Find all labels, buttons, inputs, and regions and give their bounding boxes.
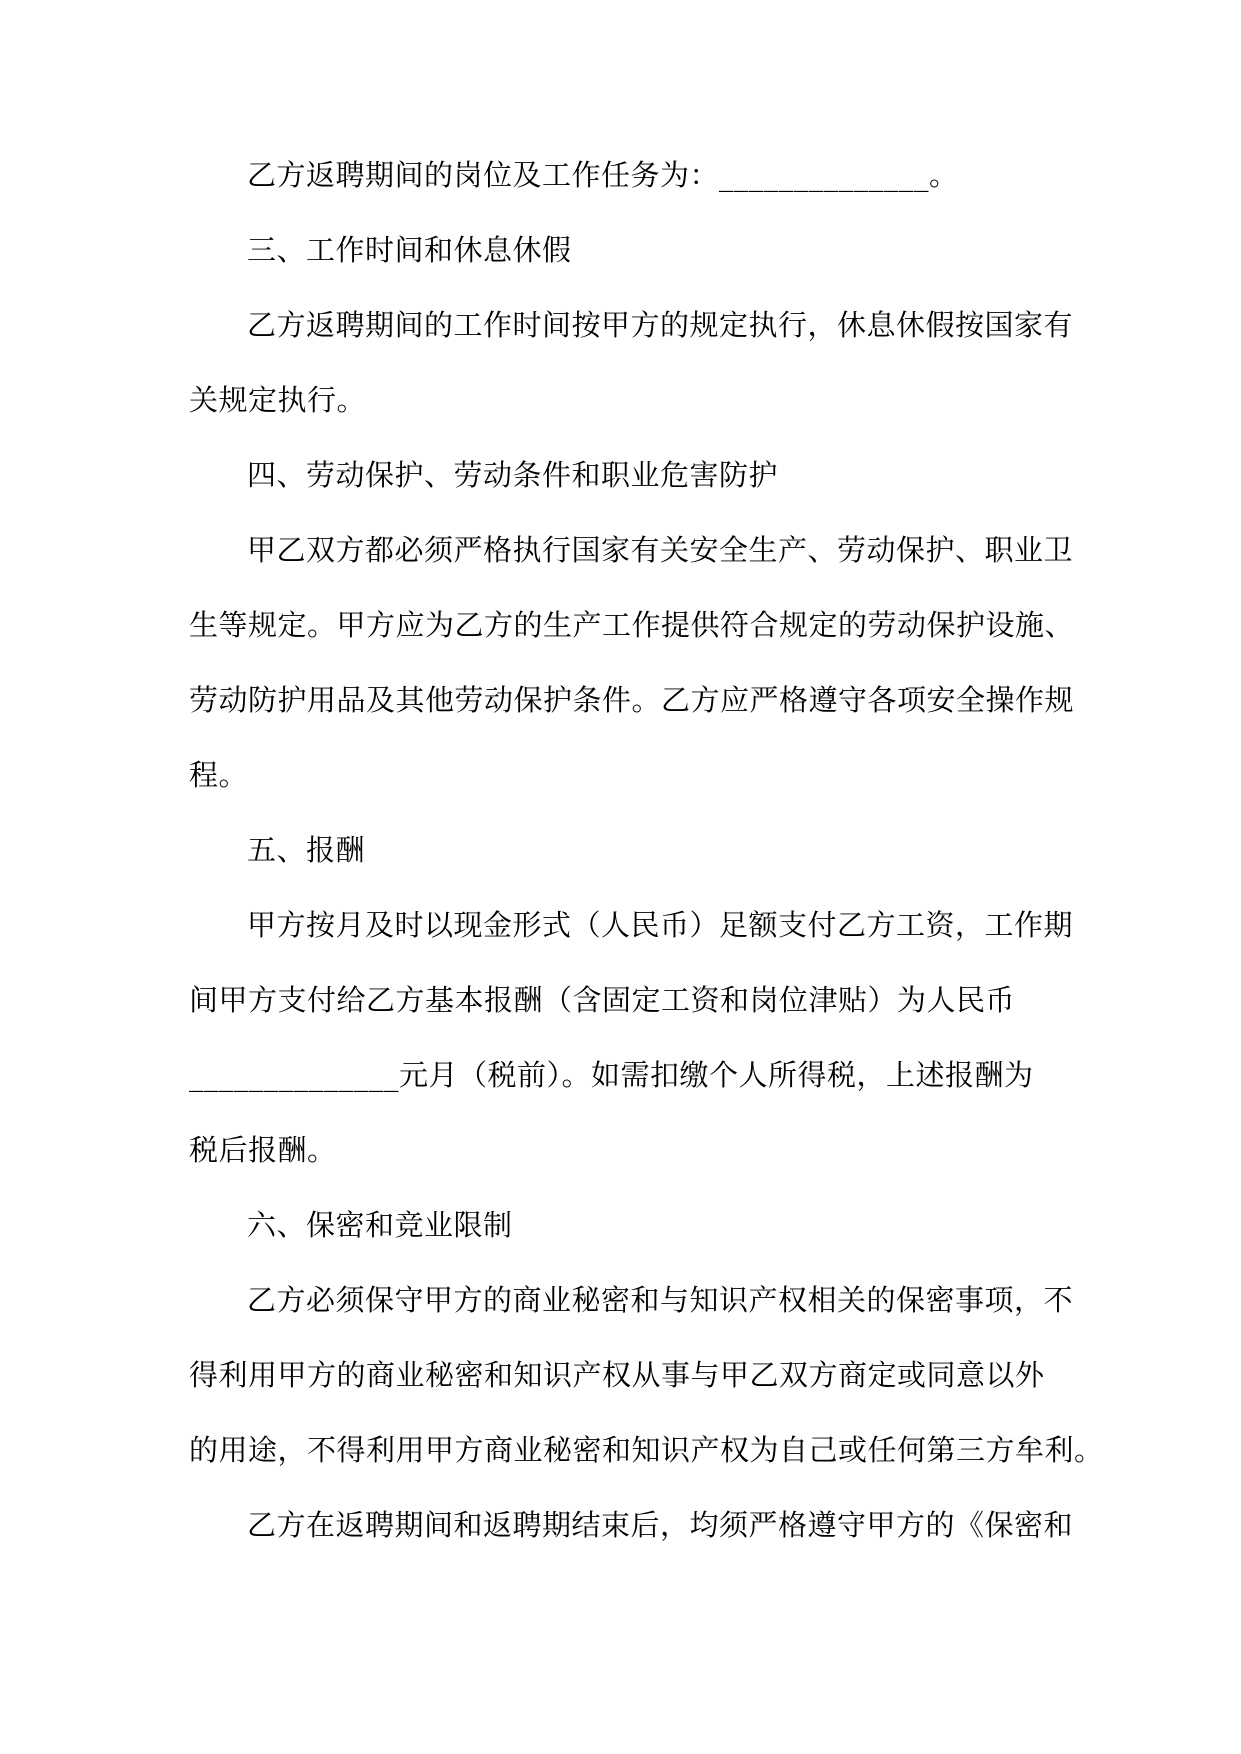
paragraph-remuneration-line-1: 甲方按月及时以现金形式（人民币）足额支付乙方工资，工作期: [247, 908, 1074, 942]
section-heading-confidentiality: 六、保密和竞业限制: [247, 1208, 513, 1242]
paragraph-confidentiality-line-1: 乙方必须保守甲方的商业秘密和与知识产权相关的保密事项，不: [247, 1283, 1074, 1317]
paragraph-work-hours-line-2: 关规定执行。: [189, 383, 367, 417]
paragraph-remuneration-line-4: 税后报酬。: [189, 1133, 337, 1167]
paragraph-confidentiality-line-2: 得利用甲方的商业秘密和知识产权从事与甲乙双方商定或同意以外: [189, 1358, 1045, 1392]
paragraph-work-hours-line-1: 乙方返聘期间的工作时间按甲方的规定执行，休息休假按国家有: [247, 308, 1074, 342]
paragraph-labor-protection-line-4: 程。: [189, 758, 249, 792]
section-heading-labor-protection: 四、劳动保护、劳动条件和职业危害防护: [247, 458, 779, 492]
paragraph-confidentiality-line-3: 的用途，不得利用甲方商业秘密和知识产权为自己或任何第三方牟利。: [189, 1433, 1104, 1467]
section-heading-remuneration: 五、报酬: [247, 833, 366, 867]
paragraph-position-tasks: 乙方返聘期间的岗位及工作任务为：______________。: [247, 158, 959, 192]
paragraph-labor-protection-line-3: 劳动防护用品及其他劳动保护条件。乙方应严格遵守各项安全操作规: [189, 683, 1075, 717]
paragraph-labor-protection-line-1: 甲乙双方都必须严格执行国家有关安全生产、劳动保护、职业卫: [247, 533, 1074, 567]
section-heading-work-hours: 三、工作时间和休息休假: [247, 233, 572, 267]
paragraph-post-employment-line-1: 乙方在返聘期间和返聘期结束后，均须严格遵守甲方的《保密和: [247, 1508, 1074, 1542]
paragraph-remuneration-line-3: ______________元月（税前）。如需扣缴个人所得税，上述报酬为: [189, 1058, 1034, 1092]
paragraph-labor-protection-line-2: 生等规定。甲方应为乙方的生产工作提供符合规定的劳动保护设施、: [189, 608, 1075, 642]
paragraph-remuneration-line-2: 间甲方支付给乙方基本报酬（含固定工资和岗位津贴）为人民币: [189, 983, 1016, 1017]
